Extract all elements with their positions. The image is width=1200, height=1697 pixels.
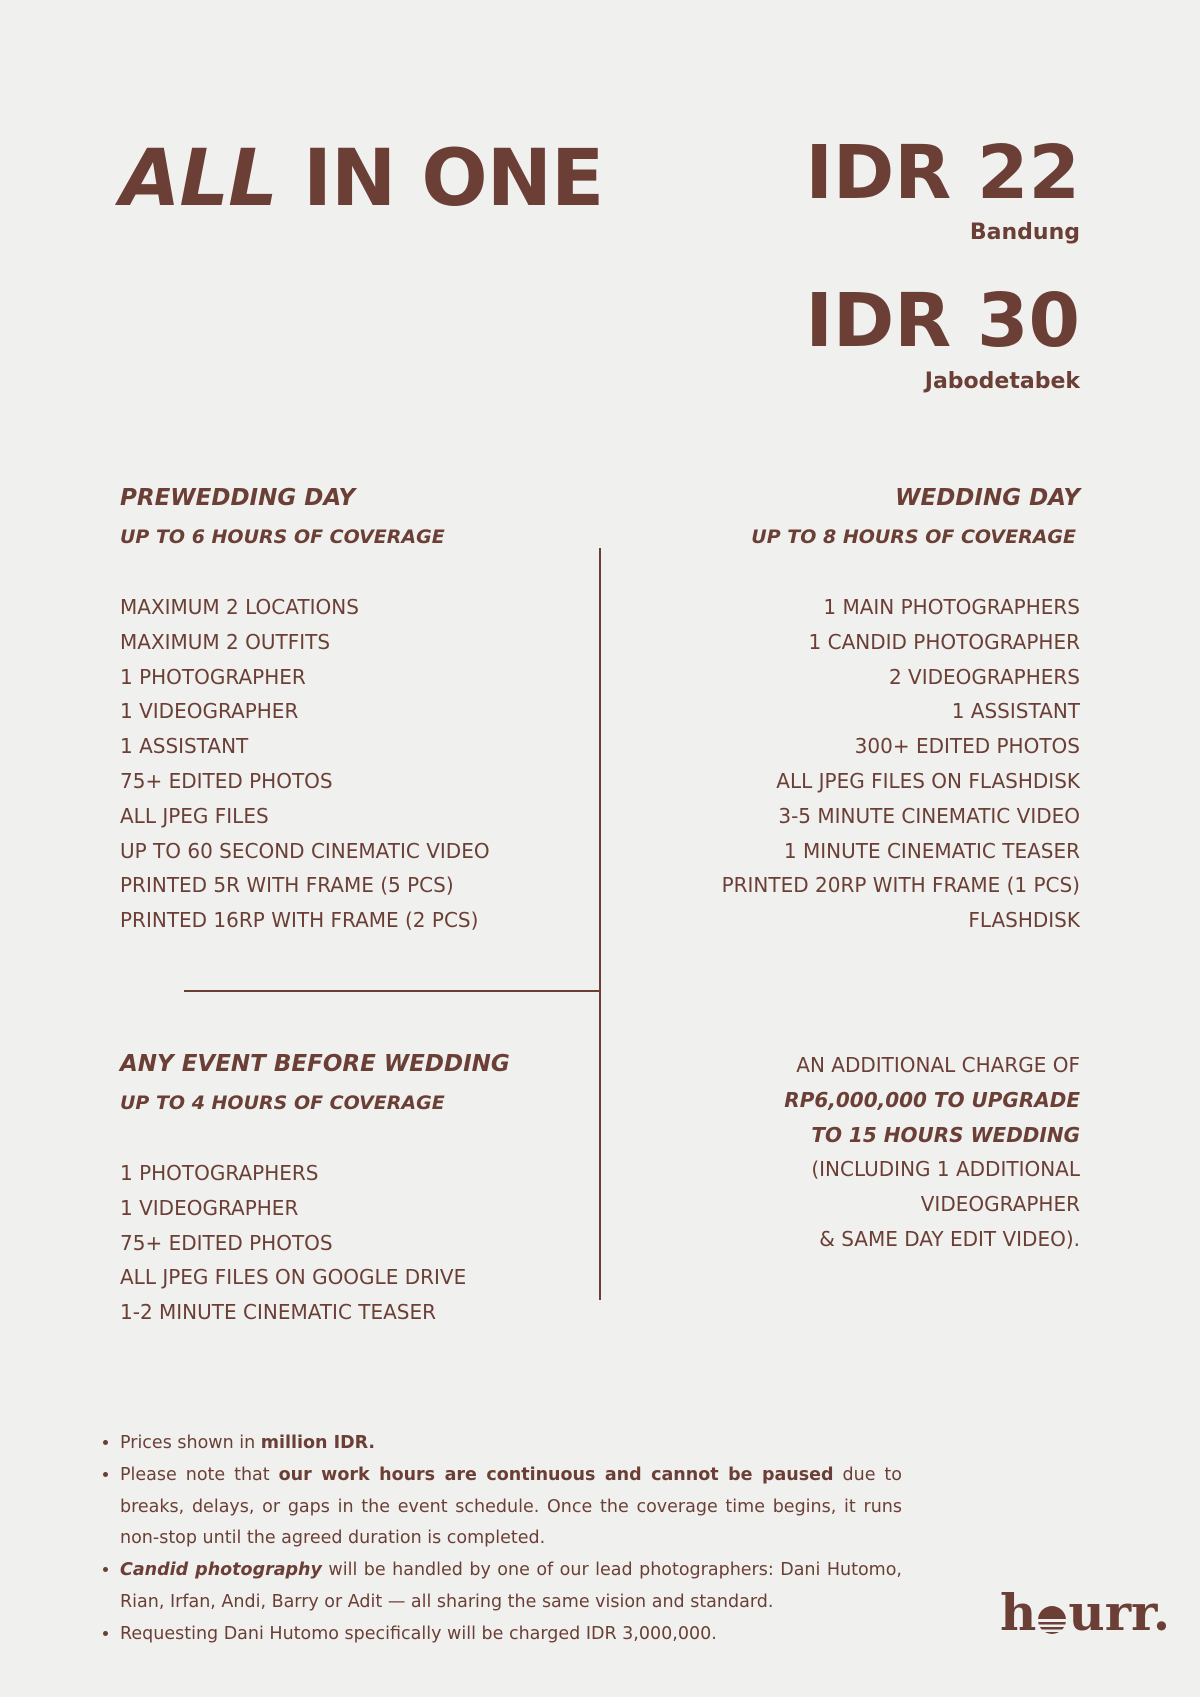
- vertical-divider: [599, 548, 601, 1300]
- wedding-coverage: UP TO 8 HOURS OF COVERAGE: [751, 526, 1076, 548]
- note-text: Prices shown in: [120, 1433, 261, 1453]
- note-bold: our work hours are continuous and cannot be paused: [278, 1464, 834, 1485]
- list-item: 1 VIDEOGRAPHER: [120, 699, 299, 724]
- note-item: [120, 1555, 902, 1619]
- list-item: MAXIMUM 2 LOCATIONS: [120, 595, 359, 619]
- wedding-list: [722, 590, 1080, 938]
- prewedding-coverage: UP TO 6 HOURS OF COVERAGE: [120, 526, 445, 548]
- note-text: due to breaks, delays, or gaps in the event schedule. Once the coverage time begins, it runs non-stop until the agreed duration is completed.: [120, 1464, 902, 1549]
- event-list: [120, 1156, 466, 1330]
- brand-logo: [1000, 1583, 1171, 1642]
- list-item: 1 CANDID PHOTOGRAPHER: [808, 629, 1080, 654]
- upgrade-line: (INCLUDING 1 ADDITIONAL: [811, 1157, 1080, 1182]
- list-item: 1-2 MINUTE CINEMATIC TEASER: [120, 1300, 437, 1325]
- city-jabodetabek: Jabodetabek: [924, 369, 1080, 394]
- list-item: ALL JPEG FILES ON FLASHDISK: [776, 768, 1080, 793]
- title-italic: ALL: [120, 134, 277, 224]
- page-title: [120, 134, 604, 224]
- upgrade-line: TO 15 HOURS WEDDING: [811, 1122, 1080, 1147]
- list-item: PRINTED 16RP WITH FRAME (2 PCS): [120, 908, 479, 933]
- logo-text-end: urr.: [1068, 1583, 1171, 1642]
- prewedding-heading: PREWEDDING DAY: [120, 485, 356, 511]
- list-item: PRINTED 5R WITH FRAME (5 PCS): [120, 873, 454, 898]
- list-item: 1 ASSISTANT: [951, 699, 1080, 724]
- note-item: [120, 1428, 902, 1460]
- note-bold: Candid photography: [120, 1560, 322, 1581]
- note-text: Please note that: [120, 1464, 279, 1485]
- list-item: 1 PHOTOGRAPHER: [120, 664, 306, 689]
- list-item: 75+ EDITED PHOTOS: [120, 1230, 333, 1255]
- sunset-icon: [1037, 1605, 1067, 1635]
- list-item: 1 ASSISTANT: [120, 734, 249, 759]
- list-item: 1 MAIN PHOTOGRAPHERS: [823, 595, 1080, 619]
- list-item: 75+ EDITED PHOTOS: [120, 768, 333, 793]
- city-bandung: Bandung: [969, 220, 1080, 245]
- logo-text-start: h: [1000, 1583, 1037, 1642]
- list-item: 300+ EDITED PHOTOS: [854, 734, 1080, 759]
- event-coverage: UP TO 4 HOURS OF COVERAGE: [120, 1092, 445, 1114]
- list-item: ALL JPEG FILES ON GOOGLE DRIVE: [120, 1265, 467, 1290]
- horizontal-divider: [184, 990, 600, 992]
- footer-notes: [96, 1428, 902, 1651]
- note-item: [120, 1460, 902, 1555]
- list-item: UP TO 60 SECOND CINEMATIC VIDEO: [120, 838, 490, 863]
- upgrade-line: & SAME DAY EDIT VIDEO).: [819, 1226, 1080, 1251]
- price-jabodetabek: IDR 30: [805, 278, 1080, 364]
- list-item: 1 MINUTE CINEMATIC TEASER: [783, 838, 1080, 863]
- list-item: 2 VIDEOGRAPHERS: [888, 664, 1080, 689]
- list-item: ALL JPEG FILES: [120, 803, 269, 828]
- list-item: PRINTED 20RP WITH FRAME (1 PCS): [721, 873, 1080, 898]
- list-item: 3-5 MINUTE CINEMATIC VIDEO: [778, 803, 1080, 828]
- upgrade-line: AN ADDITIONAL CHARGE OF: [796, 1053, 1080, 1077]
- upgrade-line: VIDEOGRAPHER: [920, 1192, 1080, 1217]
- wedding-heading: WEDDING DAY: [895, 485, 1080, 511]
- list-item: FLASHDISK: [968, 908, 1080, 933]
- note-bold: million IDR.: [260, 1433, 376, 1453]
- note-text: will be handled by one of our lead photographers: Dani Hutomo, Rian, Irfan, Andi, Barry or Adit — all sharing the same vision and standard.: [120, 1560, 902, 1612]
- list-item: 1 VIDEOGRAPHER: [120, 1195, 299, 1220]
- note-item: [120, 1619, 902, 1651]
- price-bandung: IDR 22: [805, 130, 1080, 216]
- title-rest: IN ONE: [302, 134, 604, 224]
- event-heading: ANY EVENT BEFORE WEDDING: [120, 1051, 510, 1077]
- list-item: 1 PHOTOGRAPHERS: [120, 1161, 319, 1185]
- upgrade-line: RP6,000,000 TO UPGRADE: [784, 1087, 1080, 1112]
- upgrade-note: [784, 1048, 1080, 1257]
- prewedding-list: [120, 590, 490, 938]
- list-item: MAXIMUM 2 OUTFITS: [120, 629, 331, 654]
- note-text: Requesting Dani Hutomo specifically will be charged IDR 3,000,000.: [120, 1623, 717, 1644]
